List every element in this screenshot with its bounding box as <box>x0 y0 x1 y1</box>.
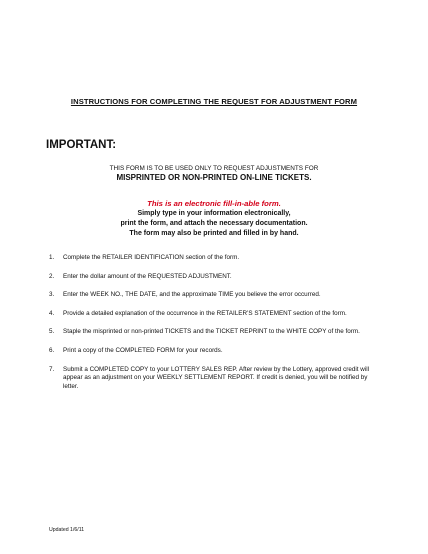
step-text: Complete the RETAILER IDENTIFICATION section of the form. <box>63 254 240 261</box>
step-text: Enter the WEEK NO., THE DATE, and the approximate TIME you believe the error occurred. <box>63 291 321 299</box>
purpose-statement: THIS FORM IS TO BE USED ONLY TO REQUEST ADJUSTMENTS FOR <box>109 165 319 172</box>
step-item <box>49 291 379 300</box>
step-item <box>49 254 379 263</box>
step-number: 3. <box>49 291 55 299</box>
step-text: Provide a detailed explanation of the occurrence in the RETAILER’S STATEMENT section of the form. <box>63 309 347 317</box>
important-heading: IMPORTANT: <box>46 139 117 151</box>
updated-date: Updated 1/6/11 <box>49 527 85 533</box>
step-item <box>49 366 379 392</box>
step-item <box>49 310 379 319</box>
step-text: Staple the misprinted or non-printed TICKETS and the TICKET REPRINT to the WHITE COPY of the form. <box>63 328 360 336</box>
electronic-form-line-2: print the form, and attach the necessary documentation. <box>120 220 308 227</box>
step-item <box>49 347 379 356</box>
step-number: 1. <box>49 254 55 261</box>
instruction-steps <box>49 254 379 401</box>
step-text: Print a copy of the COMPLETED FORM for your records. <box>63 346 223 354</box>
step-number: 4. <box>49 309 55 317</box>
step-number: 7. <box>49 365 55 373</box>
electronic-form-notice: This is an electronic fill-in-able form. <box>147 199 281 208</box>
electronic-form-line-1: Simply type in your information electronically, <box>137 210 291 217</box>
step-number: 5. <box>49 328 55 336</box>
step-text: Enter the dollar amount of the REQUESTED ADJUSTMENT. <box>63 272 232 280</box>
purpose-emphasis: MISPRINTED OR NON-PRINTED ON-LINE TICKETS. <box>116 173 312 182</box>
document-title: INSTRUCTIONS FOR COMPLETING THE REQUEST FOR ADJUSTMENT FORM <box>70 97 358 106</box>
step-item <box>49 273 379 282</box>
electronic-form-line-3: The form may also be printed and filled in by hand. <box>129 230 299 237</box>
step-item <box>49 328 379 337</box>
step-number: 6. <box>49 346 55 354</box>
step-number: 2. <box>49 272 55 280</box>
step-text: Submit a COMPLETED COPY to your LOTTERY SALES REP. After review by the Lottery, approved credit will appear as an adjustment on your WEEKLY SETTLEMENT REPORT. If credit is denied, you will be notified by letter. <box>63 365 369 390</box>
